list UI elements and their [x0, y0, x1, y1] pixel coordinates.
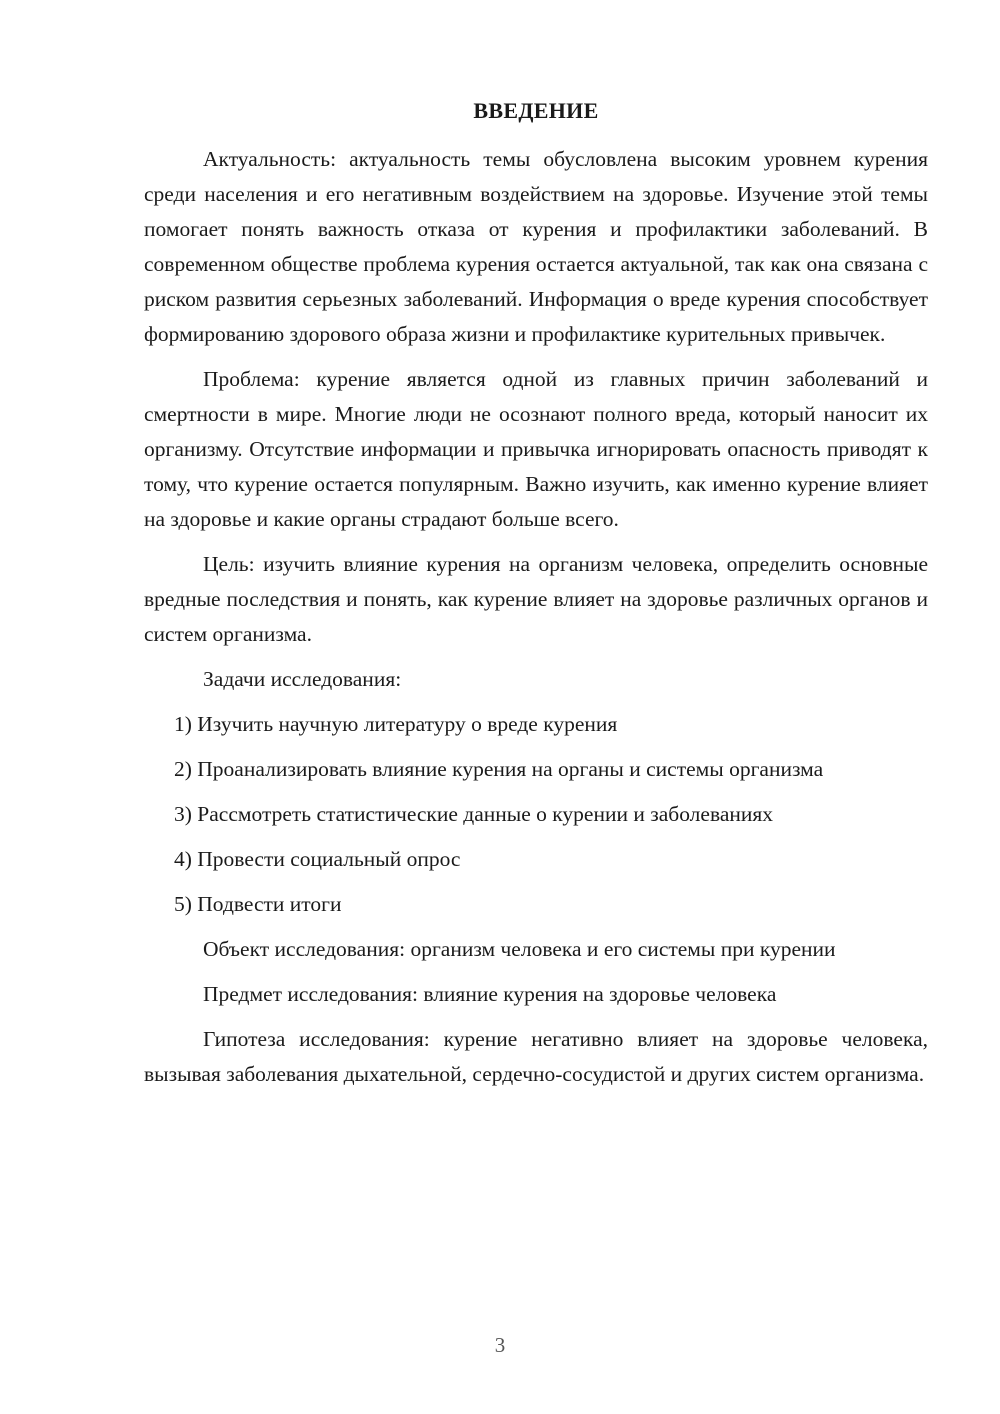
task-item: 3) Рассмотреть статистические данные о курении и заболеваниях: [174, 802, 774, 826]
task-item: 2) Проанализировать влияние курения на органы и системы организма: [174, 757, 824, 781]
object-paragraph: Объект исследования: организм человека и его системы при курении: [203, 937, 836, 961]
goal-paragraph: Цель: изучить влияние курения на организм человека, определить основные вредные последствия и понять, как курение влияет на здоровье различных органов и систем организма.: [144, 552, 928, 646]
hypothesis-paragraph: Гипотеза исследования: курение негативно влияет на здоровье человека, вызывая заболевания дыхательной, сердечно-сосудистой и других систем организма.: [144, 1027, 928, 1086]
task-item: 4) Провести социальный опрос: [174, 847, 461, 871]
subject-paragraph: Предмет исследования: влияние курения на здоровье человека: [203, 982, 777, 1006]
task-item: 1) Изучить научную литературу о вреде курения: [174, 712, 618, 736]
task-item: 5) Подвести итоги: [174, 892, 342, 916]
relevance-paragraph: Актуальность: актуальность темы обусловлена высоким уровнем курения среди населения и его негативным воздействием на здоровье. Изучение этой темы помогает понять важность отказа от курения и профилактики заболеваний. В современном обществе проблема курения остается актуальной, так как она связана с риском развития серьезных заболеваний. Информация о вреде курения способствует формированию здорового образа жизни и профилактике курительных привычек.: [144, 147, 928, 346]
document-page: [144, 94, 928, 1102]
tasks-heading: Задачи исследования:: [203, 667, 402, 691]
section-title: ВВЕДЕНИЕ: [473, 98, 599, 123]
problem-paragraph: Проблема: курение является одной из главных причин заболеваний и смертности в мире. Многие люди не осознают полного вреда, который наносит их организму. Отсутствие информации и привычка игнорировать опасность приводят к тому, что курение остается популярным. Важно изучить, как именно курение влияет на здоровье и какие органы страдают больше всего.: [144, 367, 928, 531]
page-number: 3: [494, 1333, 506, 1357]
